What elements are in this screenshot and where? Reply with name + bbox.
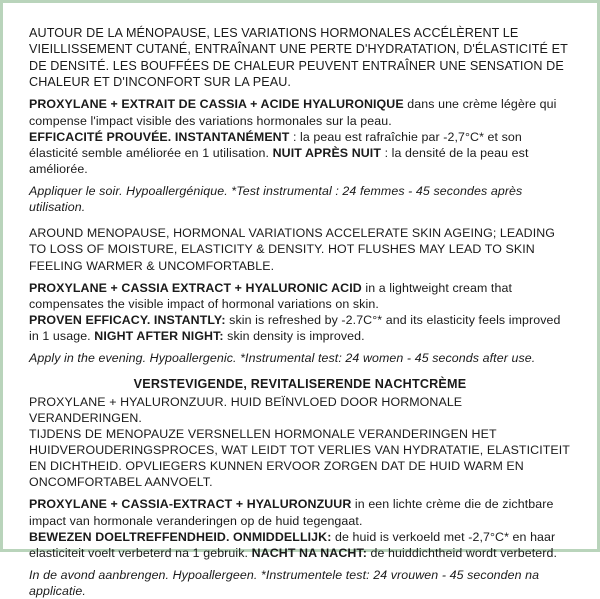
dutch-efficacy-lead: BEWEZEN DOELTREFFENDHEID. ONMIDDELLIJK: — [29, 529, 332, 544]
english-efficacy-second-lead: NIGHT AFTER NIGHT: — [94, 329, 224, 344]
dutch-efficacy-rest-two: de huiddichtheid wordt verbeterd. — [366, 545, 558, 560]
english-efficacy-paragraph — [29, 312, 571, 344]
french-ingredients-lead: PROXYLANE + EXTRAIT DE CASSIA + ACIDE HYALURONIQUE — [29, 97, 404, 112]
french-efficacy-rest: : la peau est rafraîchie par -2,7°C* et son élasticité semble améliorée en 1 utilisation. — [29, 129, 522, 160]
dutch-efficacy-paragraph — [29, 529, 571, 561]
english-ingredients-lead: PROXYLANE + CASSIA EXTRACT + HYALURONIC ACID — [29, 280, 362, 295]
section-english — [29, 225, 571, 366]
dutch-product-title: VERSTEVIGENDE, REVITALISERENDE NACHTCRÈME — [133, 377, 467, 392]
english-ingredients-rest: in a lightweight cream that compensates the visible impact of hormonal variations on skin. — [29, 280, 512, 311]
english-efficacy-rest: skin is refreshed by -2.7C°* and its elasticity feels improved in 1 usage. — [29, 312, 561, 344]
french-efficacy-rest-two: : la densité de la peau est améliorée. — [29, 145, 529, 176]
english-ingredients-paragraph — [29, 280, 571, 312]
french-ingredients-rest: dans une crème légère qui compense l'impact visible des variations hormonales sur la peau. — [29, 97, 557, 128]
english-efficacy-lead: PROVEN EFFICACY. INSTANTLY: — [29, 312, 226, 327]
dutch-efficacy-rest: de huid is verkoeld met -2,7°C* en haar elasticiteit voelt verbeterd na 1 gebruik. — [29, 529, 556, 560]
dutch-efficacy-second-lead: NACHT NA NACHT: — [251, 545, 367, 560]
english-intro-text: AROUND MENOPAUSE, HORMONAL VARIATIONS ACCELERATE SKIN AGEING; LEADING TO LOSS OF MOISTURE, ELASTICITY & DENSITY. HOT FLUSHES MAY LEAD TO SKIN FEELING WARMER & UNCOMFORTABLE. — [29, 226, 556, 273]
french-intro-text: AUTOUR DE LA MÉNOPAUSE, LES VARIATIONS HORMONALES ACCÉLÈRENT LE VIEILLISSEMENT CUTANÉ, ENTRAÎNANT UNE PERTE D'HYDRATATION, D'ÉLASTICITÉ ET DE DENSITÉ. LES BOUFFÉES DE CHALEUR PEUVENT ENTRAÎNER UNE SENSATION DE CHALEUR ET D'INCONFORT SUR LA PEAU. — [29, 26, 568, 90]
english-efficacy-rest-two: skin density is improved. — [223, 329, 365, 344]
dutch-ingredients-lead: PROXYLANE + CASSIA-EXTRACT + HYALURONZUUR — [29, 497, 352, 512]
dutch-intro-text: TIJDENS DE MENOPAUZE VERSNELLEN HORMONALE VERANDERINGEN HET HUIDVEROUDERINGSPROCES, WAT LEIDT TOT VERLIES VAN HYDRATATIE, ELASTICITEIT EN DICHTHEID. OPVLIEGERS KUNNEN ERVOOR ZORGEN DAT DE HUID WARM EN ONCOMFORTABEL AANVOELT. — [29, 426, 570, 490]
dutch-ingredients-rest: in een lichte crème die de zichtbare impact van hormonale veranderingen op de huid tegengaat. — [29, 497, 554, 528]
french-efficacy-lead: EFFICACITÉ PROUVÉE. INSTANTANÉMENT — [29, 129, 290, 144]
section-dutch — [29, 376, 571, 599]
french-ingredients-paragraph — [29, 96, 571, 128]
dutch-usage-text: In de avond aanbrengen. Hypoallergeen. *Instrumentele test: 24 vrouwen - 45 seconden na applicatie. — [29, 567, 540, 599]
english-usage-text: Apply in the evening. Hypoallergenic. *Instrumental test: 24 women - 45 seconds after use. — [29, 351, 536, 366]
dutch-lead-text: PROXYLANE + HYALURONZUUR. HUID BEÏNVLOED DOOR HORMONALE VERANDERINGEN. — [29, 394, 463, 425]
french-usage-text: Appliquer le soir. Hypoallergénique. *Test instrumental : 24 femmes - 45 secondes après utilisation. — [29, 184, 523, 215]
french-efficacy-paragraph — [29, 129, 571, 177]
french-efficacy-second-lead: NUIT APRÈS NUIT — [272, 145, 382, 160]
dutch-ingredients-paragraph — [29, 496, 571, 528]
section-french — [29, 25, 571, 215]
